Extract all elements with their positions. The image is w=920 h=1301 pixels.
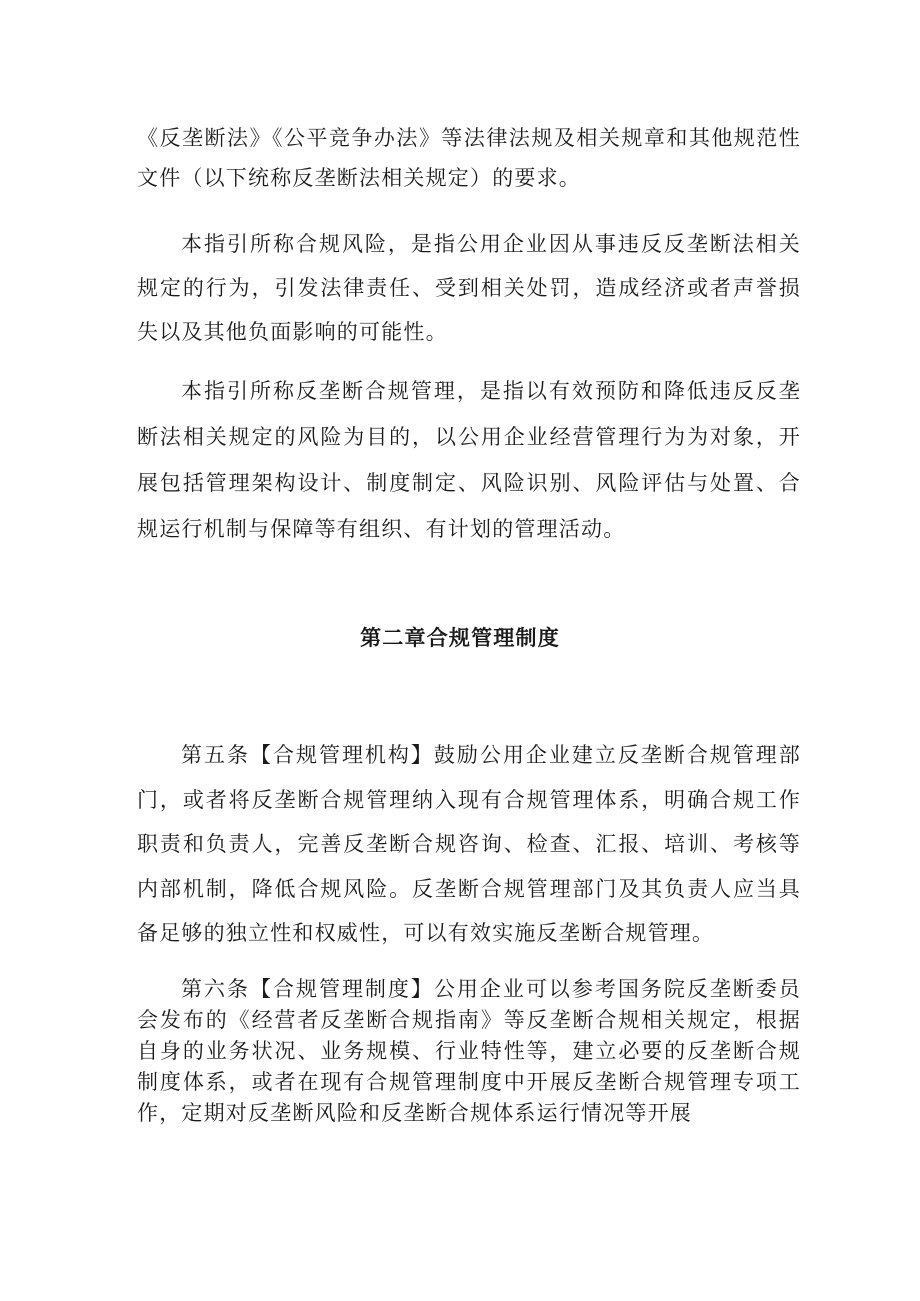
article-five: 第五条【合规管理机构】鼓励公用企业建立反垄断合规管理部门，或者将反垄断合规管理纳入现有合规管理体系，明确合规工作职责和负责人，完善反垄断合规咨询、检查、汇报、培训、考核等内部机制，降低合规风险。反垄断合规管理部门及其负责人应当具备足够的独立性和权威性，可以有效实施反垄断合规管理。 bbox=[137, 743, 801, 945]
paragraph-compliance-management: 本指引所称反垄断合规管理，是指以有效预防和降低违反反垄断法相关规定的风险为目的，以公用企业经营管理行为为对象，开展包括管理架构设计、制度制定、风险识别、风险评估与处置、合规运行机制与保障等有组织、有计划的管理活动。 bbox=[137, 379, 801, 541]
article-six: 第六条【合规管理制度】公用企业可以参考国务院反垄断委员会发布的《经营者反垄断合规指南》等反垄断合规相关规定，根据自身的业务状况、业务规模、行业特性等，建立必要的反垄断合规制度体系，或者在现有合规管理制度中开展反垄断合规管理专项工作，定期对反垄断风险和反垄断合规体系运行情况等开展 bbox=[137, 977, 801, 1125]
paragraph-continuation: 《反垄断法》《公平竞争办法》等法律法规及相关规章和其他规范性文件（以下统称反垄断法相关规定）的要求。 bbox=[137, 126, 801, 190]
paragraph-compliance-risk: 本指引所称合规风险，是指公用企业因从事违反反垄断法相关规定的行为，引发法律责任、受到相关处罚，造成经济或者声誉损失以及其他负面影响的可能性。 bbox=[137, 232, 801, 344]
chapter-title: 第二章合规管理制度 bbox=[360, 625, 560, 650]
